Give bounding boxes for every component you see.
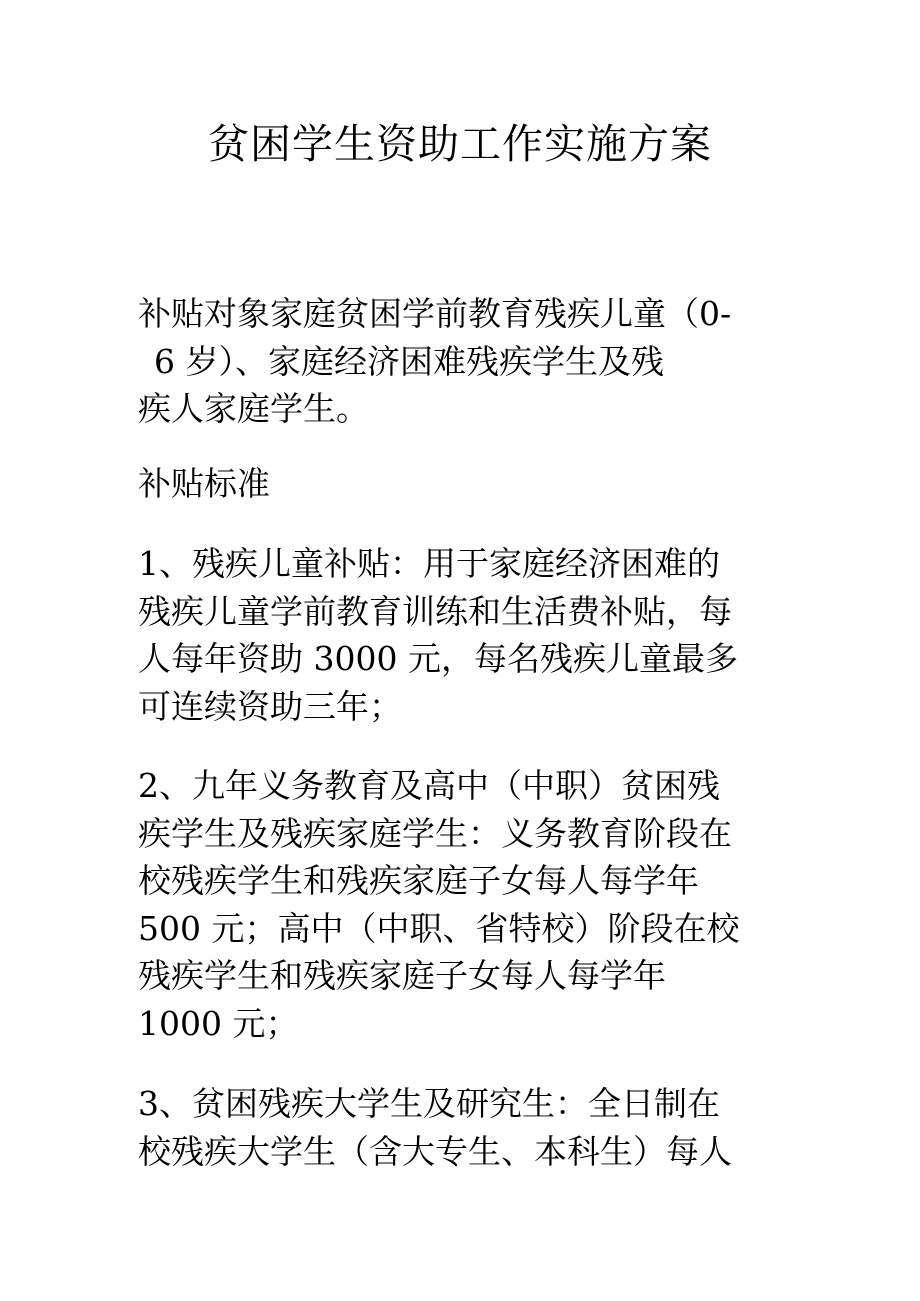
- text-line: 疾人家庭学生。: [138, 389, 369, 428]
- text-line: 可连续资助三年；: [138, 686, 402, 726]
- text-line: 残疾学生和残疾家庭子女每人每学年: [138, 956, 666, 995]
- text-line: 500 元；高中（中职、省特校）阶段在校: [138, 908, 740, 948]
- text-line: 校残疾大学生（含大专生、本科生）每人: [138, 1131, 732, 1171]
- text-line: 补贴标准: [138, 464, 270, 503]
- text-line: 1、残疾儿童补贴：用于家庭经济困难的: [138, 544, 720, 583]
- text-line: 疾学生及残疾家庭学生：义务教育阶段在: [138, 813, 732, 853]
- paragraph-item-1: [138, 540, 788, 730]
- text-line: 1000 元；: [138, 1003, 299, 1043]
- paragraph-item-3: [138, 1080, 788, 1175]
- text-line: 人每年资助 3000 元，每名残疾儿童最多: [138, 639, 738, 678]
- document-title: 贫困学生资助工作实施方案: [208, 120, 712, 168]
- paragraph-subsidy-target: [138, 290, 788, 433]
- text-line: 补贴对象家庭贫困学前教育残疾儿童（0-: [138, 294, 732, 333]
- text-line: 3、贫困残疾大学生及研究生：全日制在: [138, 1084, 720, 1123]
- text-line: 残疾儿童学前教育训练和生活费补贴，每: [138, 591, 732, 631]
- text-line: 6 岁）、家庭经济困难残疾学生及残: [154, 341, 664, 381]
- text-line: 校残疾学生和残疾家庭子女每人每学年: [138, 861, 699, 900]
- section-heading-subsidy-standard: [138, 460, 788, 508]
- text-line: 2、九年义务教育及高中（中职）贫困残: [138, 766, 720, 805]
- paragraph-item-2: [138, 762, 788, 1047]
